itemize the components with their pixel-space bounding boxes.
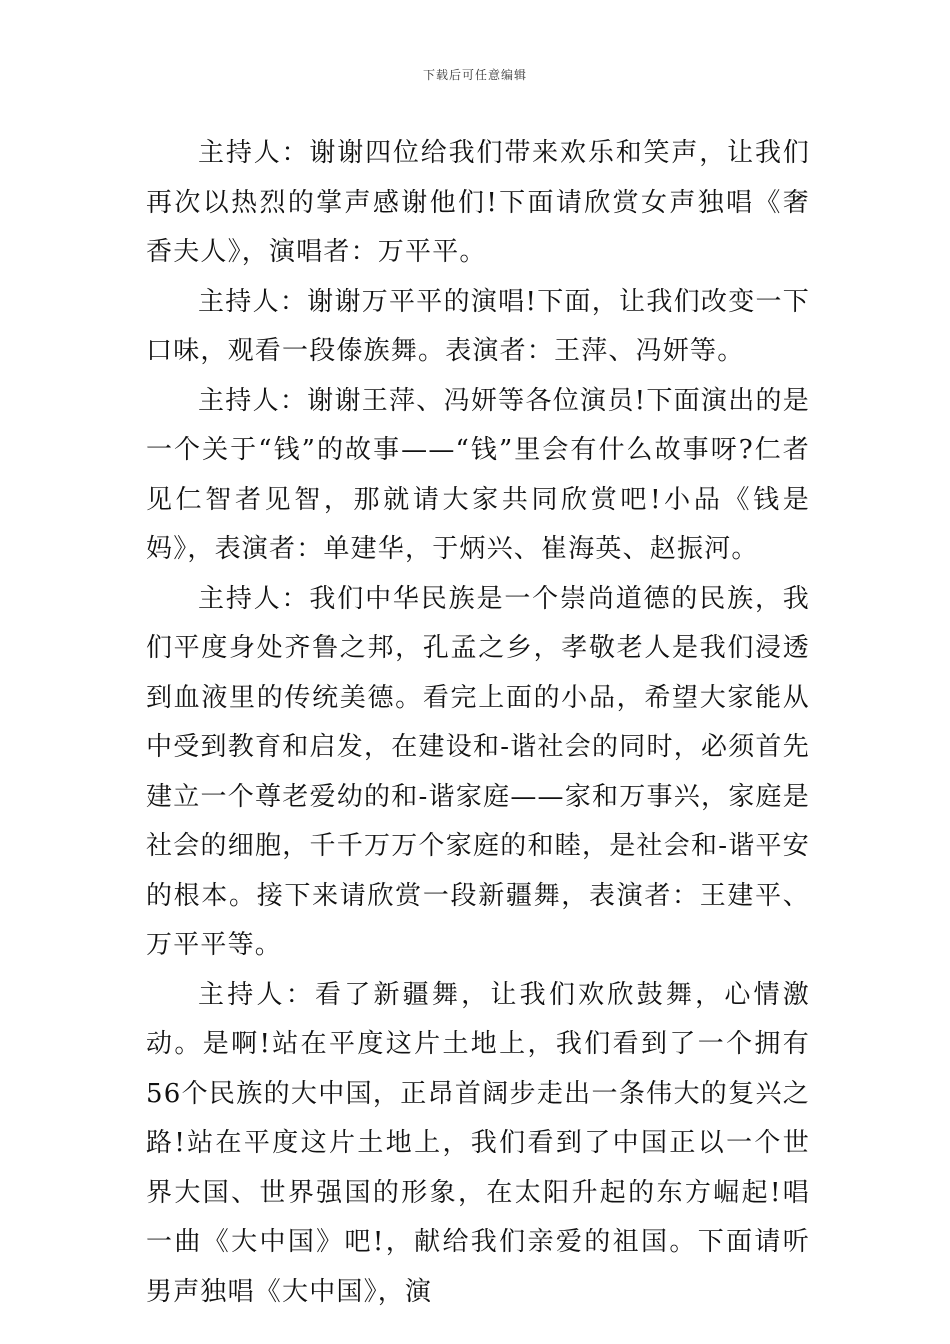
- paragraph-1: 主持人：谢谢四位给我们带来欢乐和笑声，让我们再次以热烈的掌声感谢他们!下面请欣赏女声独唱《奢香夫人》，演唱者：万平平。: [146, 138, 810, 267]
- paragraph-2: 主持人：谢谢万平平的演唱!下面，让我们改变一下口味，观看一段傣族舞。表演者：王萍、冯妍等。: [146, 286, 810, 366]
- document-body: [146, 129, 810, 1317]
- paragraph-5: 主持人：看了新疆舞，让我们欢欣鼓舞，心情激动。是啊!站在平度这片土地上，我们看到了一个拥有56个民族的大中国，正昂首阔步走出一条伟大的复兴之路!站在平度这片土地上，我们看到了中国正以一个世界大国、世界强国的形象，在太阳升起的东方崛起!唱一曲《大中国》吧!，献给我们亲爱的祖国。下面请听男声独唱《大中国》，演: [146, 979, 810, 1307]
- header-note: 下载后可任意编辑: [422, 68, 527, 82]
- paragraph-4: 主持人：我们中华民族是一个崇尚道德的民族，我们平度身处齐鲁之邦，孔孟之乡，孝敬老人是我们浸透到血液里的传统美德。看完上面的小品，希望大家能从中受到教育和启发，在建设和-谐社会的同时，必须首先建立一个尊老爱幼的和-谐家庭——家和万事兴，家庭是社会的细胞，千千万万个家庭的和睦，是社会和-谐平安的根本。接下来请欣赏一段新疆舞，表演者：王建平、万平平等。: [146, 583, 810, 960]
- paragraph-3: 主持人：谢谢王萍、冯妍等各位演员!下面演出的是一个关于“钱”的故事——“钱”里会有什么故事呀?仁者见仁智者见智，那就请大家共同欣赏吧!小品《钱是妈》，表演者：单建华，于炳兴、崔海英、赵振河。: [146, 385, 810, 564]
